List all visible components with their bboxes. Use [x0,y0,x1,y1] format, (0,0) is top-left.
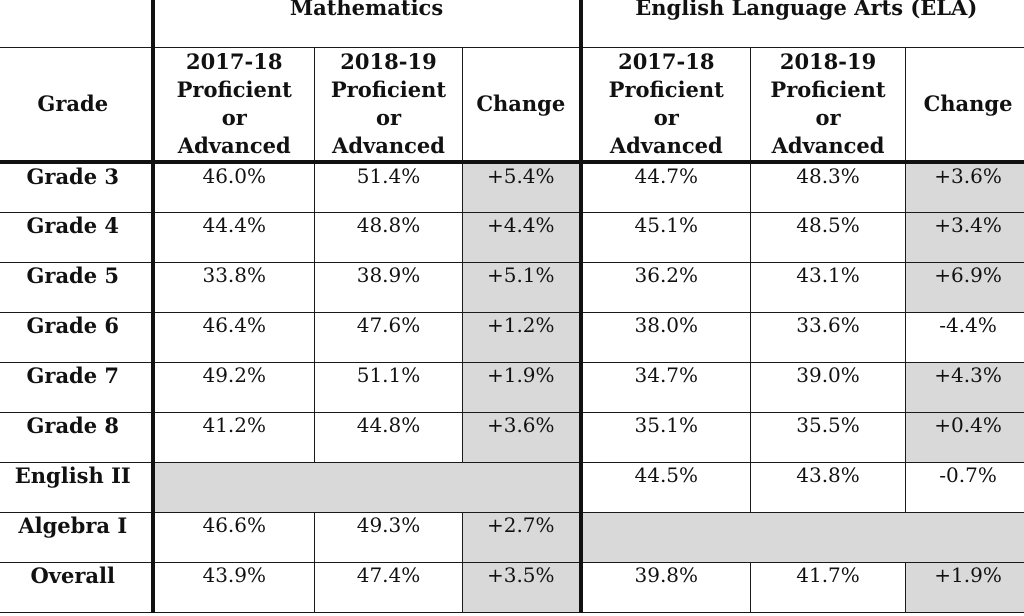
row-label: Grade 8 [0,412,153,462]
math-2018-19-value: 51.4% [315,162,463,212]
ela-change-value: +1.9% [906,562,1024,612]
ela-change-value: +3.4% [906,212,1024,262]
math-2017-18-value: 33.8% [153,262,315,312]
ela-change-value: +0.4% [906,412,1024,462]
math-change-value: +5.1% [463,262,581,312]
math-2018-19-value: 47.4% [315,562,463,612]
row-label: Grade 7 [0,362,153,412]
ela-group-header: English Language Arts (ELA) [581,0,1024,48]
header-line: or [815,105,841,130]
math-2018-19-value: 44.8% [315,412,463,462]
ela-2018-19-value: 43.8% [751,462,906,512]
table-row [0,262,1024,312]
header-line: Advanced [332,133,445,158]
table-row [0,512,1024,562]
header-line: Advanced [771,133,885,158]
math-change-value: +1.9% [463,362,581,412]
header-line: 2017-18 [186,49,283,74]
header-line: or [653,105,679,130]
math-2018-19-value: 38.9% [315,262,463,312]
ela-change-value: -4.4% [906,312,1024,362]
math-not-applicable-cell [153,462,581,512]
ela-2018-19-value: 39.0% [751,362,906,412]
table-row [0,312,1024,362]
corner-cell [0,0,153,48]
table-row [0,362,1024,412]
math-change-value: +5.4% [463,162,581,212]
ela-2018-19-value: 48.5% [751,212,906,262]
math-2017-18-value: 44.4% [153,212,315,262]
header-line: Advanced [177,133,291,158]
table-row [0,162,1024,212]
math-2017-18-value: 41.2% [153,412,315,462]
row-label: English II [0,462,153,512]
header-line: Proficient [608,77,724,102]
ela-2018-19-value: 48.3% [751,162,906,212]
ela-change-header: Change [906,48,1024,163]
math-2018-19-value: 49.3% [315,512,463,562]
row-label: Grade 5 [0,262,153,312]
ela-2017-18-value: 44.7% [581,162,751,212]
ela-change-value: +4.3% [906,362,1024,412]
math-change-header: Change [463,48,581,163]
math-change-value: +1.2% [463,312,581,362]
header-line: or [375,105,402,130]
ela-2018-19-value: 41.7% [751,562,906,612]
math-2018-19-value: 51.1% [315,362,463,412]
ela-change-value: +3.6% [906,162,1024,212]
ela-2018-19-header [751,48,906,163]
math-2017-18-value: 43.9% [153,562,315,612]
row-label: Overall [0,562,153,612]
table-row [0,412,1024,462]
row-label: Grade 4 [0,212,153,262]
math-change-value: +2.7% [463,512,581,562]
math-2018-19-header [315,48,463,163]
header-line: or [221,105,247,130]
math-2018-19-value: 47.6% [315,312,463,362]
header-line: Proficient [176,77,292,102]
row-label: Algebra I [0,512,153,562]
ela-not-applicable-cell [581,512,1024,562]
math-change-value: +3.5% [463,562,581,612]
ela-2017-18-value: 34.7% [581,362,751,412]
table-row [0,212,1024,262]
row-label: Grade 3 [0,162,153,212]
math-change-value: +3.6% [463,412,581,462]
ela-2017-18-value: 45.1% [581,212,751,262]
ela-2018-19-value: 33.6% [751,312,906,362]
math-change-value: +4.4% [463,212,581,262]
table-row [0,562,1024,612]
math-2017-18-value: 49.2% [153,362,315,412]
math-2017-18-header [153,48,315,163]
ela-2017-18-value: 44.5% [581,462,751,512]
ela-2018-19-value: 35.5% [751,412,906,462]
math-2017-18-value: 46.4% [153,312,315,362]
header-line: 2018-19 [340,49,437,74]
ela-2017-18-value: 36.2% [581,262,751,312]
header-line: Advanced [609,133,723,158]
ela-2017-18-header [581,48,751,163]
math-2017-18-value: 46.0% [153,162,315,212]
ela-2017-18-value: 39.8% [581,562,751,612]
ela-change-value: -0.7% [906,462,1024,512]
grade-column-header: Grade [0,48,153,163]
ela-2017-18-value: 38.0% [581,312,751,362]
header-line: Proficient [330,77,447,102]
header-line: 2018-19 [779,49,877,74]
table-body [0,162,1024,612]
row-label: Grade 6 [0,312,153,362]
math-2018-19-value: 48.8% [315,212,463,262]
math-2017-18-value: 46.6% [153,512,315,562]
math-group-header: Mathematics [153,0,581,48]
ela-2018-19-value: 43.1% [751,262,906,312]
ela-change-value: +6.9% [906,262,1024,312]
ela-2017-18-value: 35.1% [581,412,751,462]
header-line: Proficient [770,77,886,102]
header-line: 2017-18 [618,49,715,74]
table-row [0,462,1024,512]
